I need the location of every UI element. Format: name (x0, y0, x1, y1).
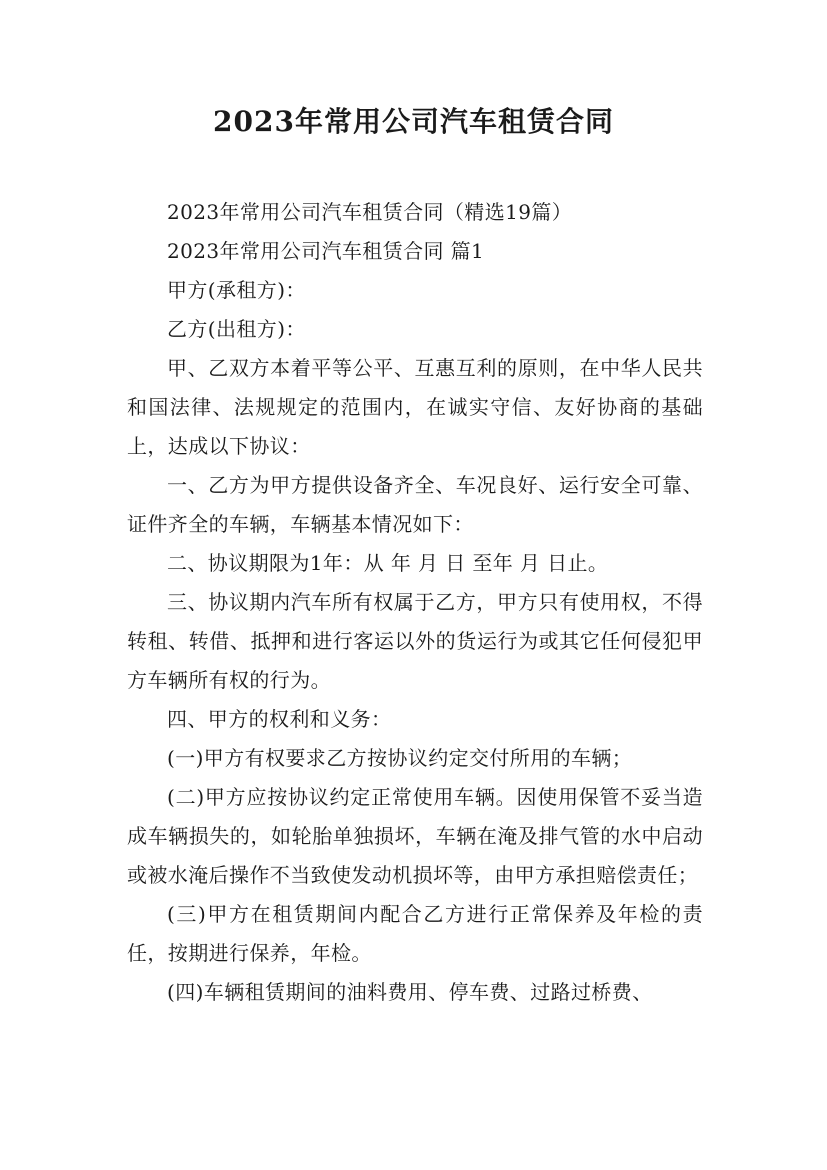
document-body (127, 193, 703, 1012)
preamble-paragraph: 甲、乙双方本着平等公平、互惠互利的原则，在中华人民共和国法律、法规规定的范围内，在诚实守信、友好协商的基础上，达成以下协议： (127, 356, 703, 458)
party-b-line: 乙方(出租方)： (167, 317, 306, 341)
clause-4-item-1: (一)甲方有权要求乙方按协议约定交付所用的车辆； (167, 746, 633, 770)
clause-4-heading: 四、甲方的权利和义务： (167, 707, 392, 731)
clause-1: 一、乙方为甲方提供设备齐全、车况良好、运行安全可靠、证件齐全的车辆，车辆基本情况如下： (127, 473, 703, 536)
subtitle-paragraph: 2023年常用公司汽车租赁合同（精选19篇） (167, 200, 573, 224)
clause-4-item-3: (三)甲方在租赁期间内配合乙方进行正常保养及年检的责任，按期进行保养，年检。 (127, 902, 703, 965)
party-a-line: 甲方(承租方)： (167, 278, 306, 302)
clause-2: 二、协议期限为1年：从 年 月 日 至年 月 日止。 (167, 551, 609, 575)
document-title: 2023年常用公司汽车租赁合同 (213, 105, 614, 138)
clause-4-item-4: (四)车辆租赁期间的油料费用、停车费、过路过桥费、 (167, 980, 653, 1004)
clause-4-item-2: (二)甲方应按协议约定正常使用车辆。因使用保管不妥当造成车辆损失的，如轮胎单独损坏，车辆在淹及排气管的水中启动或被水淹后操作不当致使发动机损坏等，由甲方承担赔偿责任； (127, 785, 703, 887)
section-heading: 2023年常用公司汽车租赁合同 篇1 (167, 239, 485, 263)
clause-3: 三、协议期内汽车所有权属于乙方，甲方只有使用权，不得转租、转借、抵押和进行客运以外的货运行为或其它任何侵犯甲方车辆所有权的行为。 (127, 590, 703, 692)
